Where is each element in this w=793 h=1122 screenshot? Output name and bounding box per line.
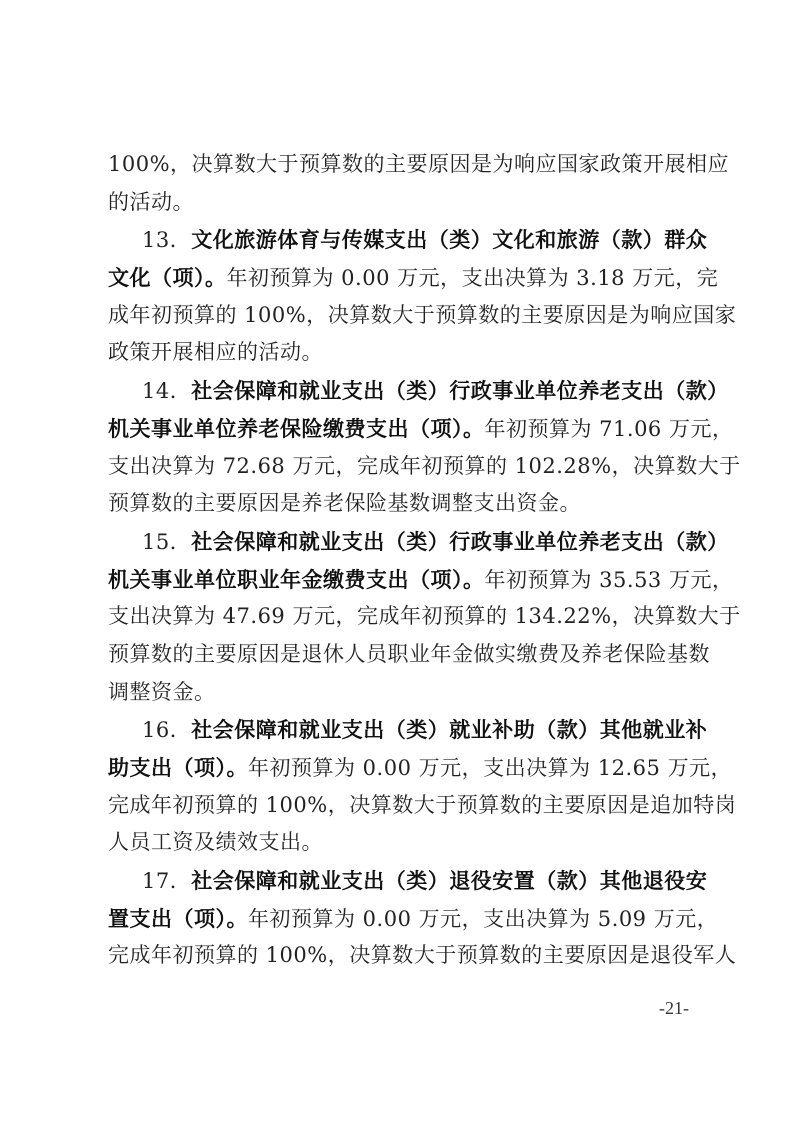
body-text: 年初预算为 0.00 万元，支出决算为 5.09 万元， [248,906,719,931]
body-text: 预算数的主要原因是养老保险基数调整支出资金。 [108,491,581,516]
text-line [108,561,734,599]
text-line [108,598,741,636]
body-text: 14． [142,379,192,404]
body-text: 13． [142,228,192,253]
text-line [108,711,708,749]
text-line [108,900,719,938]
item-heading: 文化（项）。 [108,265,227,291]
text-line [108,523,729,561]
item-heading: 机关事业单位职业年金缴费支出（项）。 [108,566,485,592]
text-line [108,824,690,862]
body-text: 人员工资及绩效支出。 [108,830,323,855]
body-text: 支出决算为 47.69 万元，完成年初预算的 134.22%，决算数大于 [108,604,741,629]
body-text: 15． [142,529,192,554]
body-text: 年初预算为 0.00 万元，支出决算为 3.18 万元，完 [226,266,719,291]
body-text: 17． [142,869,192,894]
text-line [108,674,690,712]
item-heading: 社会保障和就业支出（类）就业补助（款）其他就业补 [191,717,708,743]
body-text: 政策开展相应的活动。 [108,340,323,365]
body-text: 年初预算为 35.53 万元， [484,567,734,592]
text-line [108,448,741,486]
text-line [108,146,730,184]
document-body [108,146,741,975]
item-heading: 机关事业单位养老保险缴费支出（项）。 [108,415,485,441]
text-line [108,297,737,335]
text-line [108,862,708,900]
item-heading: 社会保障和就业支出（类）退役安置（款）其他退役安 [191,868,708,894]
body-text: 成年初预算的 100%，决算数大于预算数的主要原因是为响应国家 [108,302,737,327]
body-text: 16． [142,718,192,743]
item-heading: 社会保障和就业支出（类）行政事业单位养老支出（款） [191,378,729,404]
text-line [108,372,729,410]
item-heading: 社会保障和就业支出（类）行政事业单位养老支出（款） [191,528,729,554]
body-text: 预算数的主要原因是退休人员职业年金做实缴费及养老保险基数 [108,641,710,666]
text-line [108,749,733,787]
text-line [108,485,690,523]
body-text: 完成年初预算的 100%，决算数大于预算数的主要原因是退役军人 [108,943,737,968]
text-line [108,334,690,372]
body-text: 100%，决算数大于预算数的主要原因是为响应国家政策开展相应 [108,152,730,176]
item-heading: 文化旅游体育与传媒支出（类）文化和旅游（款）群众 [191,227,708,253]
page-number: -21- [659,998,689,1018]
text-line [108,259,719,297]
body-text: 的活动。 [108,189,194,214]
text-line [108,787,737,825]
text-line [108,937,737,975]
text-line [108,410,734,448]
text-line [108,636,710,674]
body-text: 年初预算为 71.06 万元， [484,416,734,441]
item-heading: 助支出（项）。 [108,755,248,780]
item-heading: 置支出（项）。 [108,905,248,931]
body-text: 年初预算为 0.00 万元，支出决算为 12.65 万元， [248,756,733,780]
body-text: 完成年初预算的 100%，决算数大于预算数的主要原因是追加特岗 [108,792,737,817]
text-line [108,184,690,222]
body-text: 支出决算为 72.68 万元，完成年初预算的 102.28%，决算数大于 [108,453,741,478]
text-line [108,221,708,259]
body-text: 调整资金。 [108,679,216,704]
